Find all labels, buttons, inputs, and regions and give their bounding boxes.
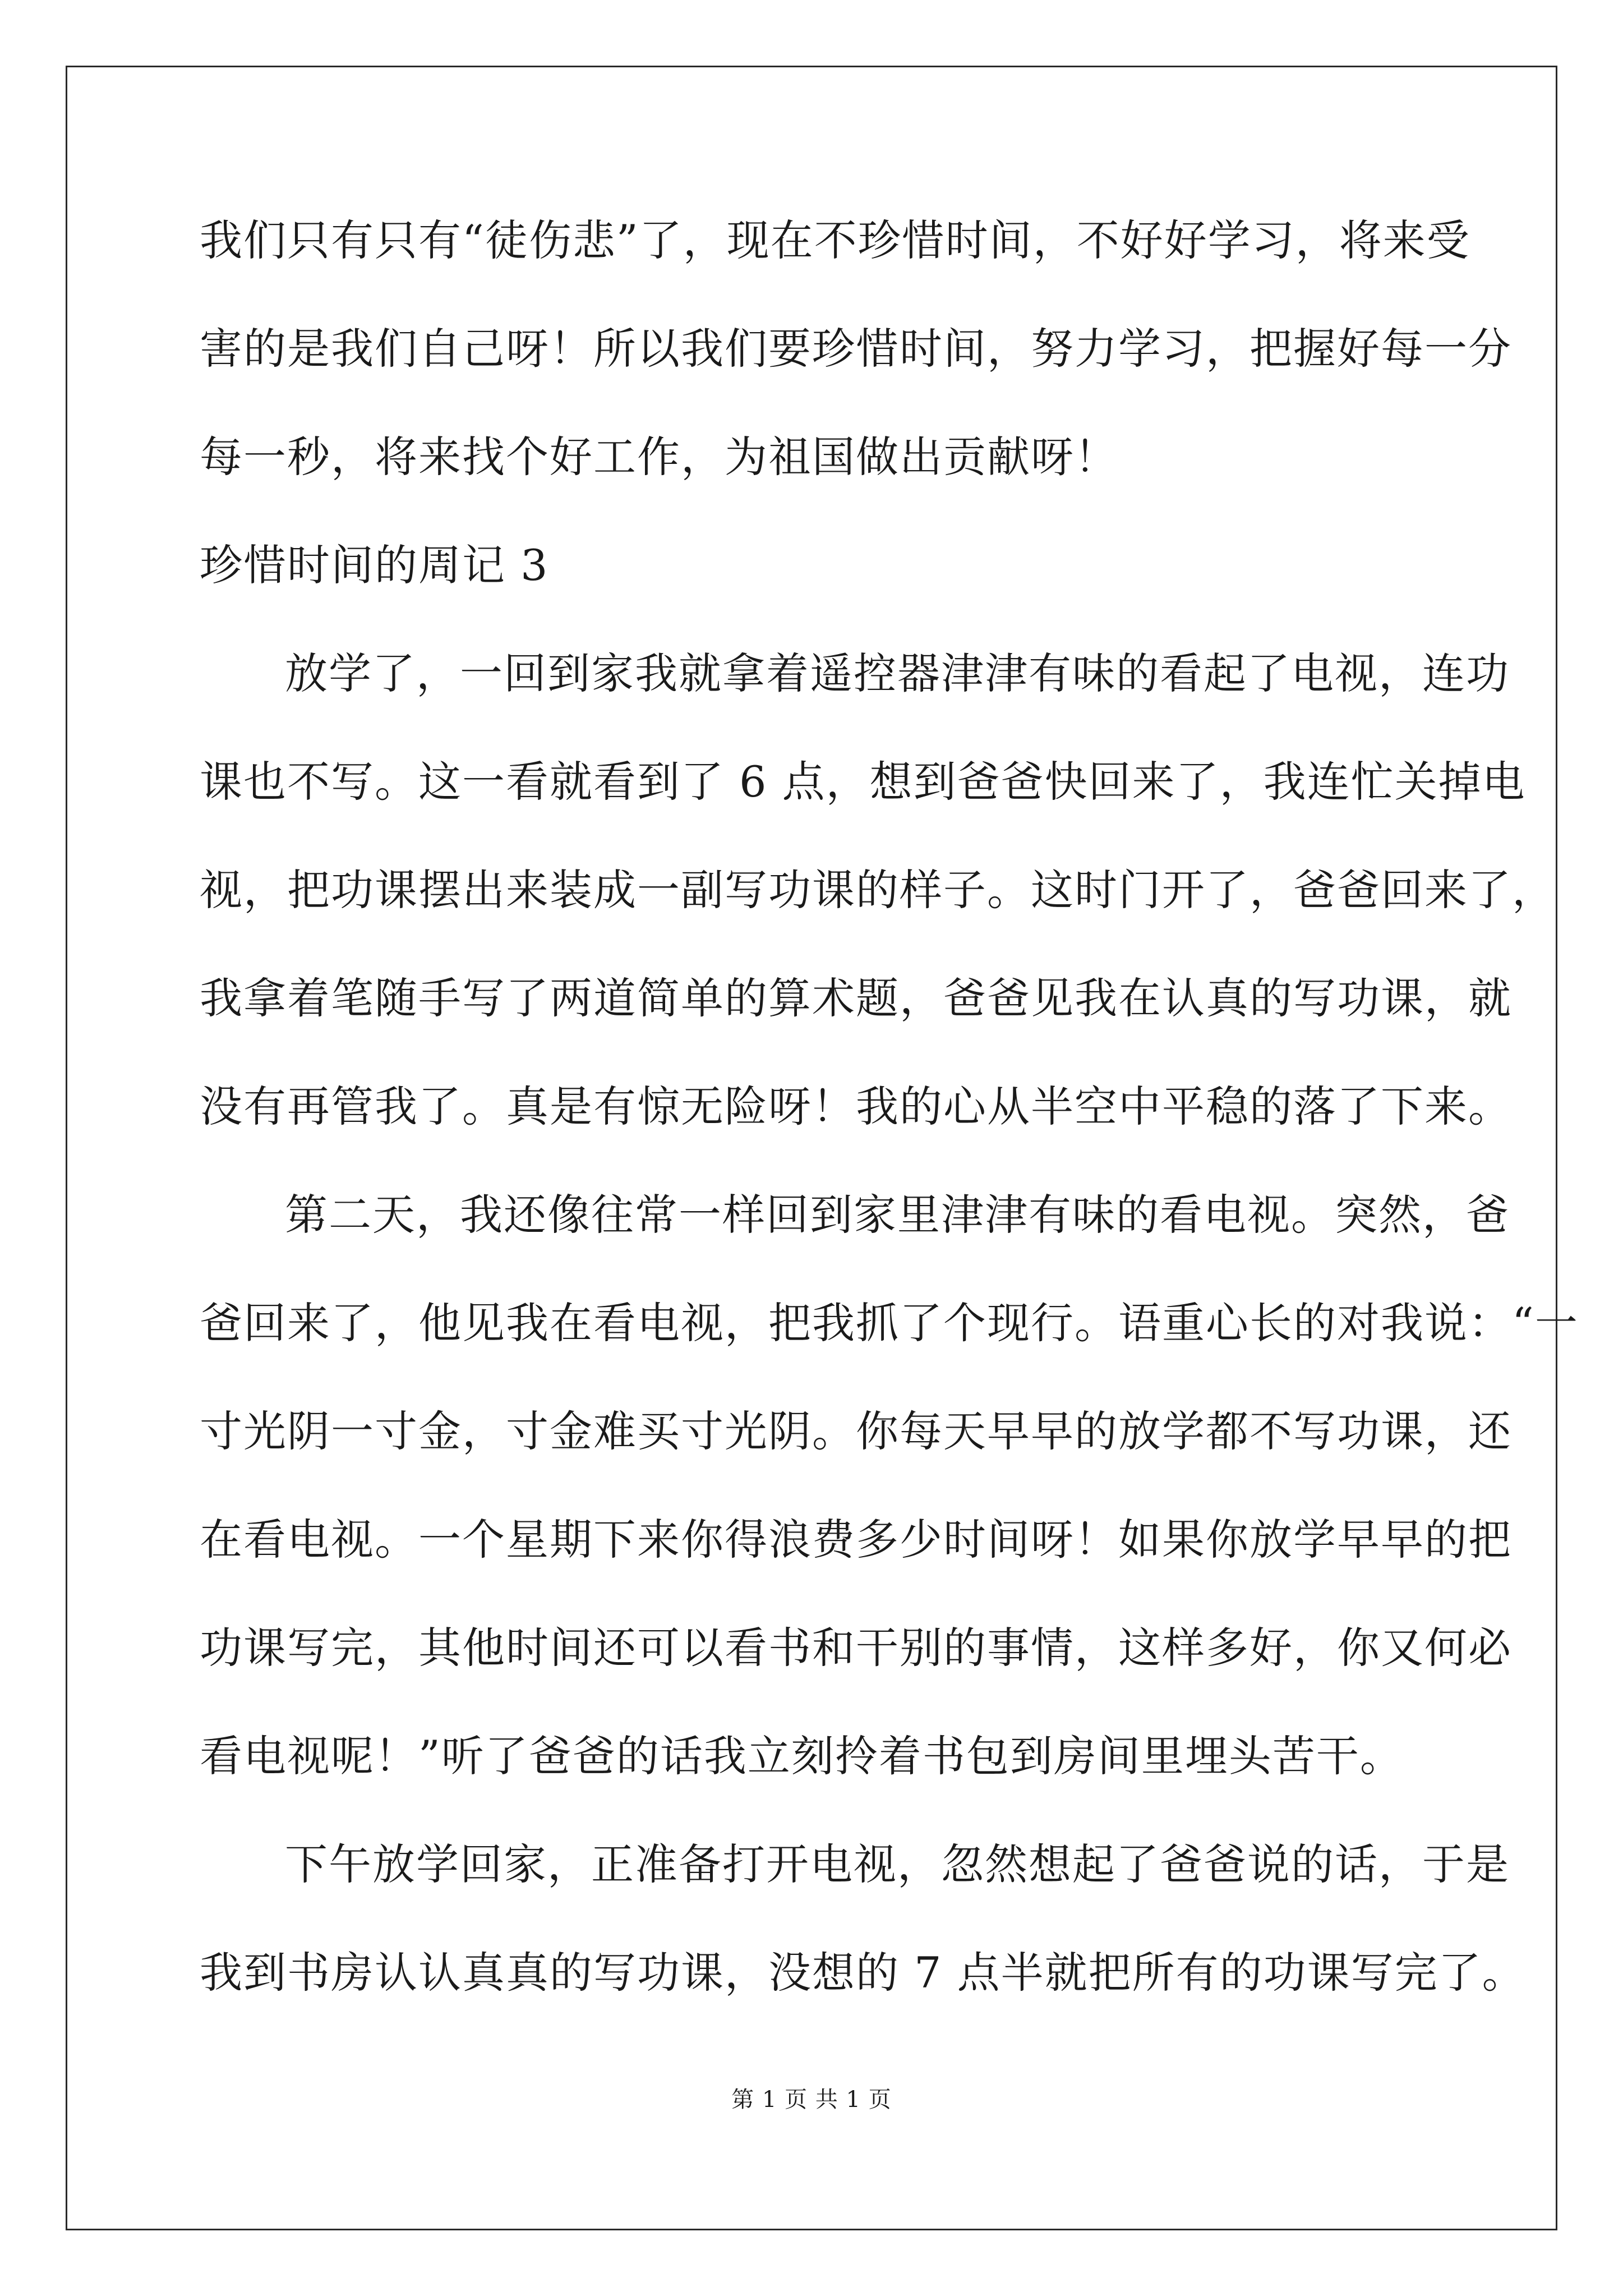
text-line: 看电视呢！”听了爸爸的话我立刻拎着书包到房间里埋头苦干。: [200, 1731, 1404, 1781]
text-line: 爸回来了，他见我在看电视，把我抓了个现行。语重心长的对我说：“一: [200, 1298, 1579, 1348]
paragraph-first-line: 放学了，一回到家我就拿着遥控器津津有味的看起了电视，连功: [285, 648, 1510, 698]
text-line: 课也不写。这一看就看到了 6 点，想到爸爸快回来了，我连忙关掉电: [200, 757, 1526, 807]
text-line: 视，把功课摆出来装成一副写功课的样子。这时门开了，爸爸回来了，: [200, 865, 1556, 915]
text-line: 每一秒，将来找个好工作，为祖国做出贡献呀！: [200, 432, 1118, 482]
document-body: [200, 213, 1579, 2054]
text-line: 我拿着笔随手写了两道简单的算术题，爸爸见我在认真的写功课，就: [200, 973, 1512, 1023]
text-line: 没有再管我了。真是有惊无险呀！我的心从半空中平稳的落了下来。: [200, 1082, 1512, 1131]
paragraph-first-line: 下午放学回家，正准备打开电视，忽然想起了爸爸说的话，于是: [285, 1839, 1510, 1889]
text-line: 我到书房认认真真的写功课，没想的 7 点半就把所有的功课写完了。: [200, 1948, 1526, 1998]
text-line: 功课写完，其他时间还可以看书和干别的事情，这样多好，你又何必: [200, 1623, 1512, 1673]
text-line: 害的是我们自己呀！所以我们要珍惜时间，努力学习，把握好每一分: [200, 324, 1512, 374]
text-line: 寸光阴一寸金，寸金难买寸光阴。你每天早早的放学都不写功课，还: [200, 1406, 1512, 1456]
paragraph-first-line: 第二天，我还像往常一样回到家里津津有味的看电视。突然，爸: [285, 1190, 1510, 1240]
section-heading: 珍惜时间的周记 3: [200, 540, 549, 590]
text-line: 我们只有只有“徒伤悲”了，现在不珍惜时间，不好好学习，将来受: [200, 215, 1470, 265]
page-number-footer: 第 1 页 共 1 页: [731, 2087, 892, 2113]
text-line: 在看电视。一个星期下来你得浪费多少时间呀！如果你放学早早的把: [200, 1515, 1512, 1565]
